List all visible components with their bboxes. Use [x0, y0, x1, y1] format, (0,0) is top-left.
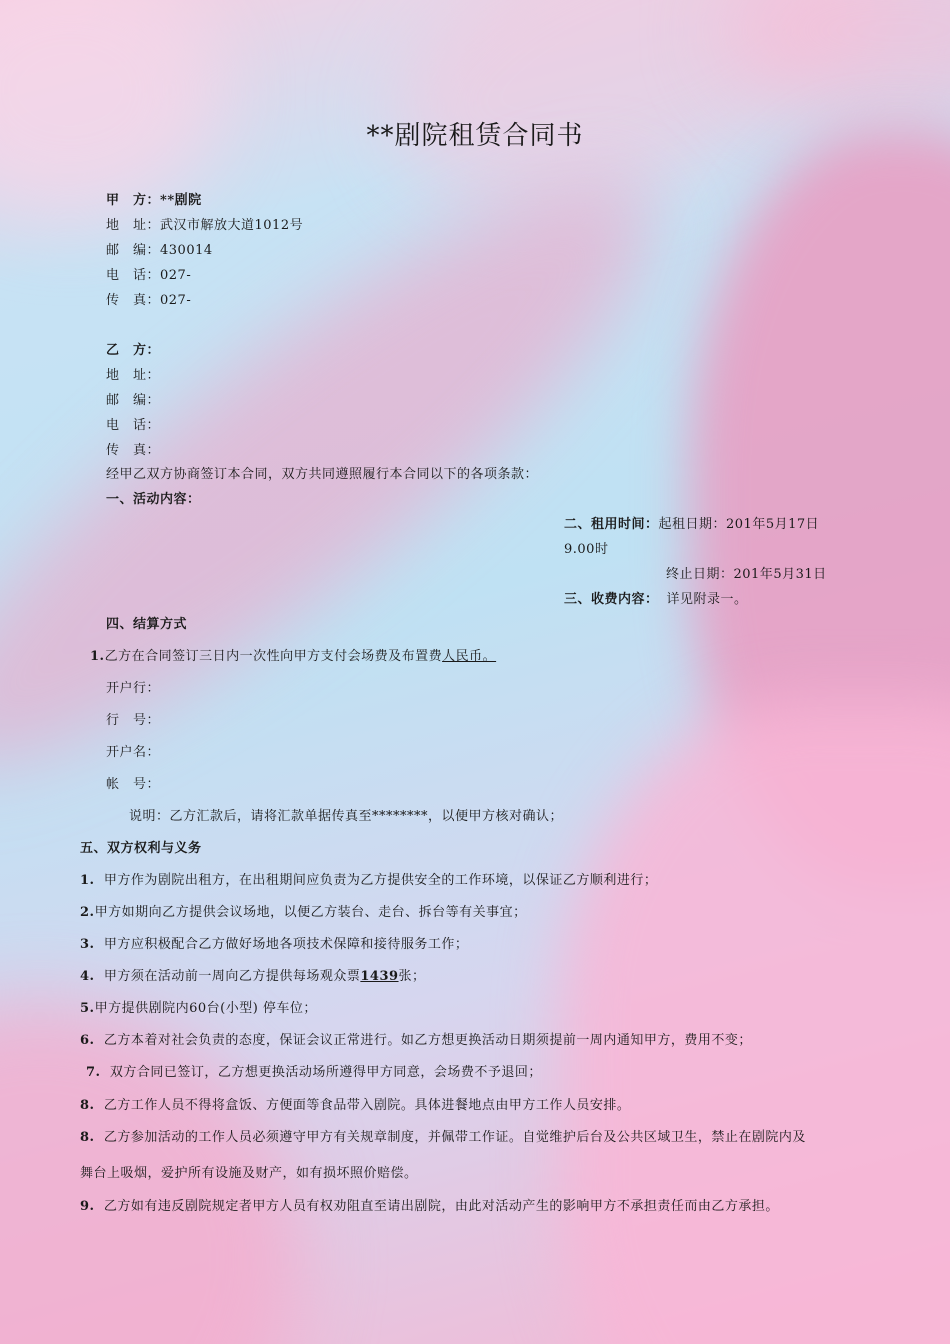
party-a-address-label: 地 址：	[106, 218, 161, 233]
obligation-item	[80, 965, 426, 984]
obligation-item	[80, 1126, 806, 1145]
obligation-item	[80, 1029, 752, 1048]
obligation-number: 5.	[80, 1001, 95, 1016]
party-a-name-label: 甲 方：	[106, 193, 161, 208]
section3-row	[564, 588, 748, 607]
obligation-item	[86, 1061, 542, 1080]
party-a-address-value: 武汉市解放大道1012号	[160, 218, 304, 233]
section2-start: 起租日期：201年5月17日	[658, 517, 820, 532]
obligation-item	[80, 933, 468, 952]
section2-row	[564, 513, 819, 532]
intro-text: 经甲乙双方协商签订本合同，双方共同遵照履行本合同以下的各项条款：	[106, 467, 539, 482]
party-b-name-label: 乙 方：	[106, 343, 161, 358]
party-a-name-value: **剧院	[160, 193, 202, 208]
obligation-text: 甲方作为剧院出租方，在出租期间应负责为乙方提供安全的工作环境，以保证乙方顺利进行；	[103, 873, 658, 888]
ticket-count: 1439	[360, 969, 399, 984]
obligation-number: 4.	[80, 969, 95, 984]
section4-item1-amount: 人民币。	[442, 649, 497, 664]
obligation-number: 3.	[80, 937, 95, 952]
party-b-phone-label: 电 话：	[106, 418, 161, 433]
party-b-postcode-label: 邮 编：	[106, 393, 161, 408]
account-label: 帐 号：	[106, 777, 161, 792]
bank-label: 开户行：	[106, 681, 161, 696]
obligation-text: 乙方工作人员不得将盒饭、方便面等食品带入剧院。具体进餐地点由甲方工作人员安排。	[103, 1098, 631, 1113]
party-a-address-row	[106, 214, 303, 233]
obligation-number: 1.	[80, 873, 95, 888]
obligation-item	[80, 1195, 779, 1214]
document-title: **剧院租赁合同书	[366, 121, 584, 151]
section2-start-time: 9.00时	[564, 542, 609, 557]
obligation-item	[80, 901, 527, 920]
party-b-fax-label: 传 真：	[106, 443, 161, 458]
section4-item1-number: 1.	[90, 649, 105, 664]
obligation-number: 6.	[80, 1033, 95, 1048]
obligation-number: 9.	[80, 1199, 95, 1214]
obligation-text: 甲方如期向乙方提供会议场地，以便乙方装台、走台、拆台等有关事宜；	[94, 905, 527, 920]
obligation-item	[80, 1094, 630, 1113]
obligation-text: 乙方如有违反剧院规定者甲方人员有权劝阻直至请出剧院，由此对活动产生的影响甲方不承担责任而由乙方承担。	[103, 1199, 779, 1214]
section1-heading: 一、活动内容：	[106, 492, 201, 507]
section4-heading: 四、结算方式	[106, 617, 188, 632]
section2-label: 二、租用时间：	[564, 517, 659, 532]
obligation-item	[80, 869, 657, 888]
party-a-postcode-row	[106, 239, 213, 258]
party-a-postcode-value: 430014	[160, 243, 213, 258]
party-a-fax-label: 传 真：	[106, 293, 161, 308]
party-a-phone-value: 027-	[160, 268, 192, 283]
obligation-number: 2.	[80, 905, 95, 920]
party-a-fax-value: 027-	[160, 293, 192, 308]
obligation-text-continued: 舞台上吸烟，爱护所有设施及财产，如有损坏照价赔偿。	[80, 1166, 418, 1181]
obligation-number: 8.	[80, 1130, 95, 1145]
party-a-phone-label: 电 话：	[106, 268, 161, 283]
obligation-text: 乙方参加活动的工作人员必须遵守甲方有关规章制度，并佩带工作证。自觉维护后台及公共区域卫生，禁止在剧院内及	[103, 1130, 806, 1145]
section3-value: 详见附录一。	[666, 592, 748, 607]
section4-item1-text: 乙方在合同签订三日内一次性向甲方支付会场费及布置费	[104, 649, 443, 664]
obligation-text: 双方合同已签订，乙方想更换活动场所遵得甲方同意，会场费不予退回；	[109, 1065, 542, 1080]
obligation-item	[80, 997, 317, 1016]
party-a-postcode-label: 邮 编：	[106, 243, 161, 258]
obligation-number: 7.	[86, 1065, 101, 1080]
obligation-number: 8.	[80, 1098, 95, 1113]
account-name-label: 开户名：	[106, 745, 161, 760]
obligation-text-end: 张；	[398, 969, 426, 984]
payment-note: 说明：乙方汇款后，请将汇款单据传真至********，以便甲方核对确认；	[129, 809, 564, 824]
section4-item1	[90, 645, 496, 664]
section2-end: 终止日期：201年5月31日	[666, 567, 827, 582]
party-a-fax-row	[106, 289, 191, 308]
obligation-text: 甲方须在活动前一周向乙方提供每场观众票	[103, 969, 361, 984]
party-a-name-row	[106, 189, 202, 208]
obligation-text: 乙方本着对社会负责的态度，保证会议正常进行。如乙方想更换活动日期须提前一周内通知甲方，费用不变；	[103, 1033, 752, 1048]
section3-label: 三、收费内容：	[564, 592, 659, 607]
obligation-text: 甲方提供剧院内60台(小型) 停车位；	[94, 1001, 317, 1016]
party-a-phone-row	[106, 264, 191, 283]
bank-number-label: 行 号：	[106, 713, 161, 728]
obligation-text: 甲方应积极配合乙方做好场地各项技术保障和接待服务工作；	[103, 937, 469, 952]
party-b-address-label: 地 址：	[106, 368, 161, 383]
section5-heading: 五、双方权利与义务	[80, 841, 202, 856]
